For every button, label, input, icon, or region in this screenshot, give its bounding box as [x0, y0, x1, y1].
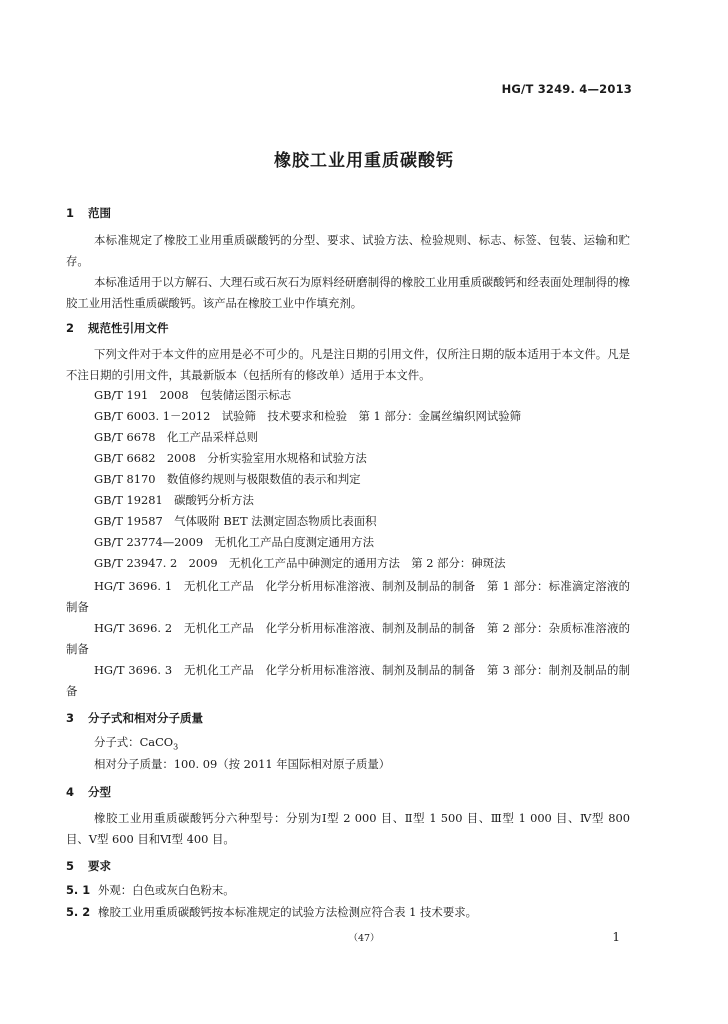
reference-item: GB/T 6003. 1－2012 试验筛 技术要求和检验 第 1 部分：金属丝编织网试验筛	[94, 409, 522, 423]
reference-item: GB/T 23774—2009 无机化工产品白度测定通用方法	[94, 535, 375, 549]
section-4-heading: 4 分型	[66, 785, 111, 799]
reference-item: HG/T 3696. 3 无机化工产品 化学分析用标准溶液、制剂及制品的制备 第 3 部分：制剂及制品的制备	[66, 663, 630, 698]
reference-item: GB/T 6682 2008 分析实验室用水规格和试验方法	[94, 451, 367, 465]
section-1-para-1: 本标准规定了橡胶工业用重质碳酸钙的分型、要求、试验方法、检验规则、标志、标签、包装、运输和贮存。	[66, 233, 630, 268]
section-1-para-2: 本标准适用于以方解石、大理石或石灰石为原料经研磨制得的橡胶工业用重质碳酸钙和经表面处理制得的橡胶工业用活性重质碳酸钙。该产品在橡胶工业中作填充剂。	[66, 275, 630, 310]
clause-5-2: 5. 2 橡胶工业用重质碳酸钙按本标准规定的试验方法检测应符合表 1 技术要求。	[66, 905, 477, 919]
molecular-mass: 相对分子质量：100. 09（按 2011 年国际相对原子质量）	[94, 757, 391, 771]
reference-item: GB/T 191 2008 包装储运图示标志	[94, 388, 292, 402]
molecular-formula: 分子式：CaCO$_3$	[94, 735, 179, 752]
section-2-heading: 2 规范性引用文件	[66, 321, 169, 335]
reference-item: GB/T 23947. 2 2009 无机化工产品中砷测定的通用方法 第 2 部分：砷斑法	[94, 556, 506, 570]
page-number: 1	[612, 930, 620, 944]
document-title: 橡胶工业用重质碳酸钙	[274, 151, 454, 171]
reference-item: GB/T 6678 化工产品采样总则	[94, 430, 259, 444]
reference-item: HG/T 3696. 1 无机化工产品 化学分析用标准溶液、制剂及制品的制备 第 1 部分：标准滴定溶液的制备	[66, 579, 630, 614]
clause-5-1: 5. 1 外观：白色或灰白色粉末。	[66, 883, 235, 897]
reference-item: GB/T 19281 碳酸钙分析方法	[94, 493, 254, 507]
section-2-intro: 下列文件对于本文件的应用是必不可少的。凡是注日期的引用文件，仅所注日期的版本适用于本文件。凡是不注日期的引用文件，其最新版本（包括所有的修改单）适用于本文件。	[66, 347, 630, 382]
section-1-heading: 1 范围	[66, 206, 111, 220]
section-4-para: 橡胶工业用重质碳酸钙分六种型号：分别为Ⅰ型 2 000 目、Ⅱ型 1 500 目、Ⅲ型 1 000 目、Ⅳ型 800 目、Ⅴ型 600 目和Ⅵ型 400 目。	[66, 811, 630, 846]
standard-code: HG/T 3249. 4—2013	[501, 82, 632, 96]
running-footer: （47）	[348, 933, 380, 944]
reference-item: GB/T 8170 数值修约规则与极限数值的表示和判定	[94, 472, 361, 486]
section-3-heading: 3 分子式和相对分子质量	[66, 711, 203, 725]
reference-item: GB/T 19587 气体吸附 BET 法测定固态物质比表面积	[94, 514, 377, 528]
reference-item: HG/T 3696. 2 无机化工产品 化学分析用标准溶液、制剂及制品的制备 第 2 部分：杂质标准溶液的制备	[66, 621, 630, 656]
section-5-heading: 5 要求	[66, 859, 111, 873]
